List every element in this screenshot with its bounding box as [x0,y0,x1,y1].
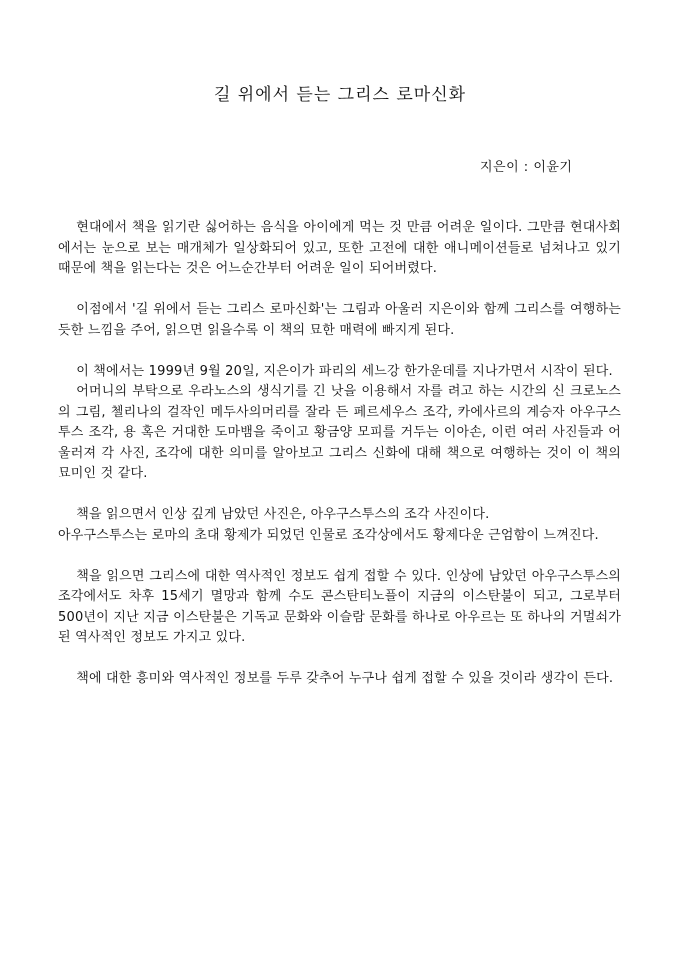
paragraph-text: 이 책에서는 1999년 9월 20일, 지은이가 파리의 세느강 한가운데를 지나가면서 시작이 된다. [76,363,613,379]
paragraph-text: 책을 읽으면서 인상 깊게 남았던 사진은, 아우구스투스의 조각 사진이다. [76,507,490,522]
paragraph-text: 이점에서 '길 위에서 듣는 그리스 로마신화'는 그림과 아울러 지은이와 함께 그리스를 여행하는 듯한 느낌을 주어, 읽으면 읽을수록 이 책의 묘한 매력에 빠지게 된다. [58,302,621,338]
paragraph [58,567,621,649]
paragraph-text: 책에 대한 흥미와 역사적인 정보를 두루 갖추어 누구나 쉽게 접할 수 있을 것이라 생각이 든다. [76,671,614,686]
paragraph-text: 어머니의 부탁으로 우라노스의 생식기를 긴 낫을 이용해서 자를 려고 하는 시간의 신 크로노스의 그림, 첼리나의 걸작인 메두사의머리를 잘라 든 페르세우스 조각, 카에사르의 계승자 아우구스투스 조각, 용 혹은 거대한 도마뱀을 죽이고 황금양 모피를 거두는 이아손, 이런 여러 사진들과 어울러져 각 사진, 조각에 대한 의미를 알아보고 그리스 신화에 대해 책으로 여행하는 것이 이 책의 묘미인 것 같다. [58,384,621,481]
paragraph-text: 책을 읽으면 그리스에 대한 역사적인 정보도 쉽게 접할 수 있다. 인상에 남았던 아우구스투스의 조각에서도 차후 15세기 멸망과 함께 수도 콘스탄티노플이 지금의 이스탄불이 되고, 그로부터 500년이 지난 지금 이스탄불은 기독교 문화와 이슬람 문화를 하나로 아우르는 또 하나의 거멀쇠가 된 역사적인 정보도 가지고 있다. [58,568,621,645]
paragraph [58,669,621,690]
paragraph-text: 현대에서 책을 읽기란 싫어하는 음식을 아이에게 먹는 것 만큼 어려운 일이다. 그만큼 현대사회에서는 눈으로 보는 매개체가 일상화되어 있고, 또한 고전에 대한 애니메이션들로 넘쳐나고 있기 때문에 책을 읽는다는 것은 어느순간부터 어려운 일이 되어버렸다. [58,220,621,276]
paragraph-text: 아우구스투스는 로마의 초대 황제가 되었던 인물로 조각상에서도 황제다운 근엄함이 느껴진다. [58,527,599,543]
paragraph [58,300,621,341]
document-body [58,218,621,710]
paragraph [58,505,621,546]
author-line: 지은이 : 이윤기 [480,160,573,175]
document-title: 길 위에서 듣는 그리스 로마신화 [213,85,467,105]
paragraph [58,362,621,485]
paragraph [58,218,621,280]
